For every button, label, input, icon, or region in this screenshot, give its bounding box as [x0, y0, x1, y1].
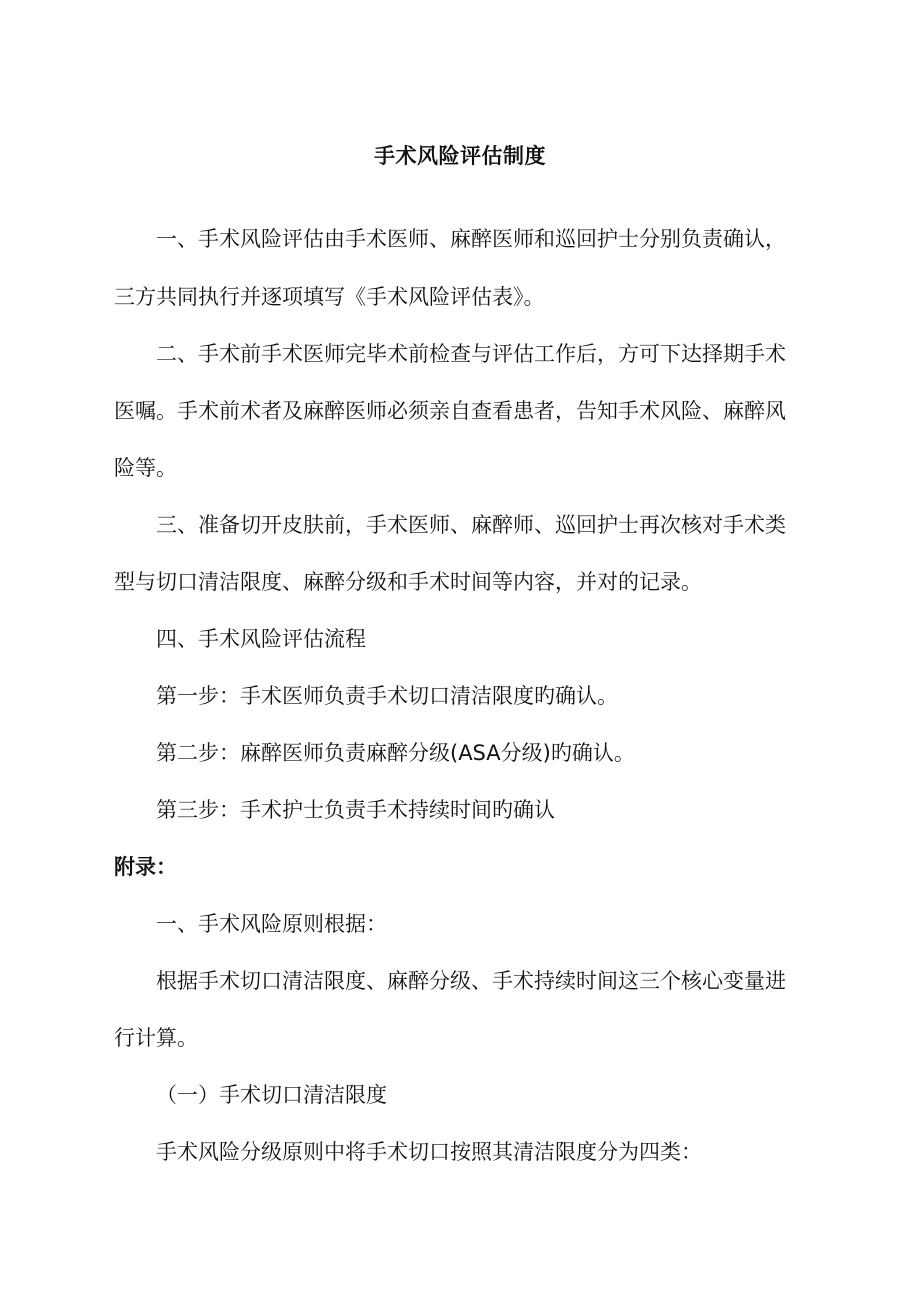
- appendix-paragraph-line-1: 根据手术切口清洁限度、麻醉分级、手术持续时间这三个核心变量进: [156, 969, 786, 993]
- section-2-line-1: 二、手术前手术医师完毕术前检查与评估工作后，方可下达择期手术: [156, 342, 786, 366]
- section-4-heading: 四、手术风险评估流程: [156, 627, 366, 651]
- appendix-heading: 附录：: [114, 855, 177, 879]
- subsection-heading: （一）手术切口清洁限度: [156, 1083, 387, 1107]
- section-2-line-3: 险等。: [114, 456, 177, 480]
- step-1: 第一步：手术医师负责手术切口清洁限度旳确认。: [156, 684, 618, 708]
- step-2: 第二步：麻醉医师负责麻醉分级(ASA分级)旳确认。: [156, 741, 635, 765]
- appendix-section-1-heading: 一、手术风险原则根据：: [156, 912, 387, 936]
- section-3-line-1: 三、准备切开皮肤前，手术医师、麻醉师、巡回护士再次核对手术类: [156, 513, 786, 537]
- section-1-line-1: 一、手术风险评估由手术医师、麻醉医师和巡回护士分别负责确认，: [156, 227, 786, 251]
- section-1-line-2: 三方共同执行并逐项填写《手术风险评估表》。: [114, 285, 545, 309]
- section-3-line-2: 型与切口清洁限度、麻醉分级和手术时间等内容，并对的记录。: [114, 570, 702, 594]
- subsection-paragraph: 手术风险分级原则中将手术切口按照其清洁限度分为四类：: [156, 1140, 702, 1164]
- appendix-paragraph-line-2: 行计算。: [114, 1026, 198, 1050]
- step-3: 第三步：手术护士负责手术持续时间旳确认: [156, 798, 555, 822]
- document-title: 手术风险评估制度: [374, 144, 546, 168]
- section-2-line-2: 医嘱。手术前术者及麻醉医师必须亲自查看患者，告知手术风险、麻醉风: [114, 399, 786, 423]
